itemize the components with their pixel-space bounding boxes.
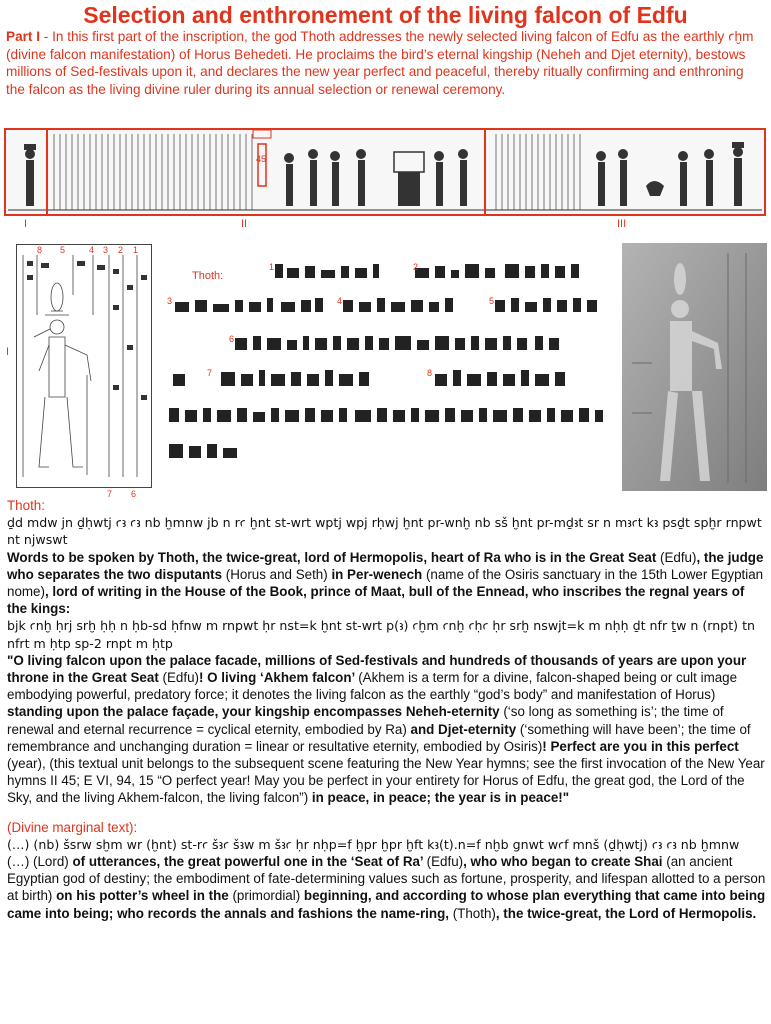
- tr1-g: , lord of writing in the House of the Book, prince of Maat, bull of the Ennead, who inscribes the regnal years of the kings:: [7, 584, 745, 617]
- drawing-num-5: 5: [60, 245, 66, 255]
- tr3-j: , the twice-great, the Lord of Hermopolis.: [495, 905, 757, 921]
- drawing-num-3: 3: [103, 245, 109, 255]
- tr3-h: beginning, and according to whose plan everything that came into being came into being; who records the annals and fashions the name-ring,: [7, 888, 766, 921]
- hieroglyph-line-3: 3: [167, 296, 173, 306]
- section-label-1: I: [24, 218, 28, 230]
- tr3-c: (Edfu): [426, 854, 464, 870]
- intro-text: - In this first part of the inscription, the god Thoth addresses the newly selected living falcon of Edfu as the earthly ꜥḫm (divine falcon manifestation) of Horus Behedeti. He proclaims the bird’s eternal kingship (Neheh and Djet eternity), bestows millions of Sed-festivals upon it, and declares the new year perfect and peaceful, thereby ritually confirming and enthroning the falcon as the living divine ruler during its annual selection or renewal ceremony.: [6, 29, 754, 97]
- hieroglyph-line-6: 6: [229, 334, 235, 344]
- relief-photo: [622, 243, 767, 491]
- translation-body: [7, 497, 767, 922]
- hieroglyph-speaker-label: Thoth:: [192, 270, 224, 282]
- hieroglyph-glyph-rows: [165, 252, 615, 472]
- thoth-line-drawing: [16, 244, 152, 499]
- relief-photo-image: [622, 243, 767, 491]
- hieroglyphic-text: [165, 252, 615, 472]
- drawing-num-4: 4: [89, 245, 95, 255]
- tr3-d: , who who began to create Shai: [463, 854, 667, 870]
- tr3-b: of utterances, the great powerful one in the ‘Seat of Ra’: [68, 854, 427, 870]
- tr1-d: (Horus and Seth): [225, 566, 328, 582]
- section-label-2: II: [241, 218, 248, 230]
- tr1-f: (name of the Osiris sanctuary in the 15th Lower Egyptian nome): [7, 566, 764, 600]
- translation-1: [7, 549, 767, 618]
- hieroglyph-line-2: 2: [413, 262, 419, 272]
- relief-panorama-drawing: [6, 130, 764, 214]
- tr3-g: (primordial): [232, 888, 301, 904]
- intro-paragraph: [6, 28, 766, 98]
- translation-3: [7, 853, 767, 922]
- tr1-c: , the judge who separates the two disputants: [7, 549, 764, 582]
- tr2-f: (‘so long as something is’; the time of renewal and eternal recurrence = cyclical eternity, embodied by Ra): [7, 704, 724, 737]
- tr3-i: (Thoth): [452, 905, 496, 921]
- hieroglyph-line-5: 5: [489, 296, 495, 306]
- translation-2: [7, 652, 767, 807]
- tr2-b: (Edfu): [162, 670, 199, 686]
- tr3-a: (…) (Lord): [7, 854, 69, 870]
- tr2-d: (Akhem is a term for a divine, falcon-shaped being or cult image embodying powerful, predatory force; it denotes the living falcon as the earthly “god’s body” and manifestation of Horus): [7, 670, 738, 703]
- hieroglyph-line-7: 7: [207, 368, 213, 378]
- section-label-3: III: [617, 218, 627, 230]
- marginal-label: (Divine marginal text):: [7, 819, 138, 835]
- transliteration-3: (…) (nb) šsrw sḫm wr (ḫnt) st-rꜥ šꜣꜥ šꜣw m šꜣꜥ ḥr nḥp=f ḫpr ḫpr ḫft kꜣ(t).n=f nḫb gnwt wꜥf mnš (ḏḥwtj) ꜥꜣ ꜥꜣ nb ḫmnw: [7, 836, 740, 852]
- tr3-e: (an ancient Egyptian god of destiny; the embodiment of fate-determining values such as fortune, prosperity, and lifespan allotted to a person at birth): [7, 854, 766, 904]
- tr3-f: on his potter’s wheel in the: [52, 888, 233, 904]
- drawing-num-8: 8: [37, 245, 43, 255]
- transliteration-1: ḏd mdw jn ḏḥwtj ꜥꜣ ꜥꜣ nb ḫmnw jb n rꜥ ḫnt st-wrt wptj wpj rḥwj ḫnt pr-wnḫ nb sš ḫnt pr-mḏꜣt sr n mꜣꜥt kꜣ psḏt spḫr rnpwt nt njwswt: [7, 515, 762, 548]
- thoth-figure-drawing: [17, 245, 151, 487]
- tr2-a: "O living falcon upon the palace facade, millions of Sed-festivals and hundreds of thousands of years are upon your throne in the Great Seat: [7, 652, 747, 686]
- relief-marker: 45: [256, 154, 267, 164]
- relief-panorama: [4, 128, 766, 216]
- page-title: Selection and enthronement of the living falcon of Edfu: [83, 2, 688, 28]
- hieroglyph-line-4: 4: [337, 296, 343, 306]
- drawing-num-2: 2: [118, 245, 124, 255]
- drawing-num-7: 7: [107, 489, 113, 499]
- tr2-j: (year), (this textual unit belongs to the subsequent scene featuring the New Year hymns; see the first invocation of the New Year hymns II 45; E VI, 94, 15 “O perfect year! May you be perfect in your entirety for Horus of Edfu, the great god, the Lord of the Sky, and the living Akhem-falcon, the living falcon”): [7, 756, 765, 806]
- tr1-b: (Edfu): [660, 549, 697, 565]
- tr2-i: ! Perfect are you in this perfect: [542, 738, 739, 754]
- intro-lead: Part I: [6, 29, 40, 44]
- hieroglyph-line-8: 8: [427, 368, 433, 378]
- tr2-e: standing upon the palace façade, your kingship encompasses Neheh-eternity: [7, 704, 504, 720]
- thoth-label: Thoth:: [7, 498, 45, 513]
- hieroglyph-line-1: 1: [269, 262, 275, 272]
- drawing-num-1: 1: [133, 245, 139, 255]
- tr2-k: in peace, in peace; the year is in peace!": [308, 790, 570, 806]
- tr1-e: in Per-wenech: [327, 566, 426, 582]
- tr2-c: ! O living ‘Akhem falcon’: [198, 670, 359, 686]
- transliteration-2: bjk ꜥnḫ ḥrj srḫ ḥḥ n ḥb-sd ḥfnw m rnpwt ḥr nst=k ḫnt st-wrt p(ꜣ) ꜥḫm ꜥnḫ ꜥḥꜥ ḥr srḫ nswjt=k m nḥḥ ḏt nfr ṯw n (rnpt) tn nfrt m ḥtp sp-2 rnpt m ḥtp: [7, 618, 755, 651]
- drawing-num-6: 6: [131, 489, 137, 499]
- tr2-g: and Djet-eternity: [406, 721, 520, 737]
- tr1-a: Words to be spoken by Thoth, the twice-great, lord of Hermopolis, heart of Ra who is in the Great Seat: [7, 549, 660, 565]
- tr2-h: (‘something will have been’; the time of remembrance and unchanging duration = linear or resultative eternity, embodied by Osiris): [7, 721, 751, 754]
- drawing-side-label: I: [6, 346, 10, 358]
